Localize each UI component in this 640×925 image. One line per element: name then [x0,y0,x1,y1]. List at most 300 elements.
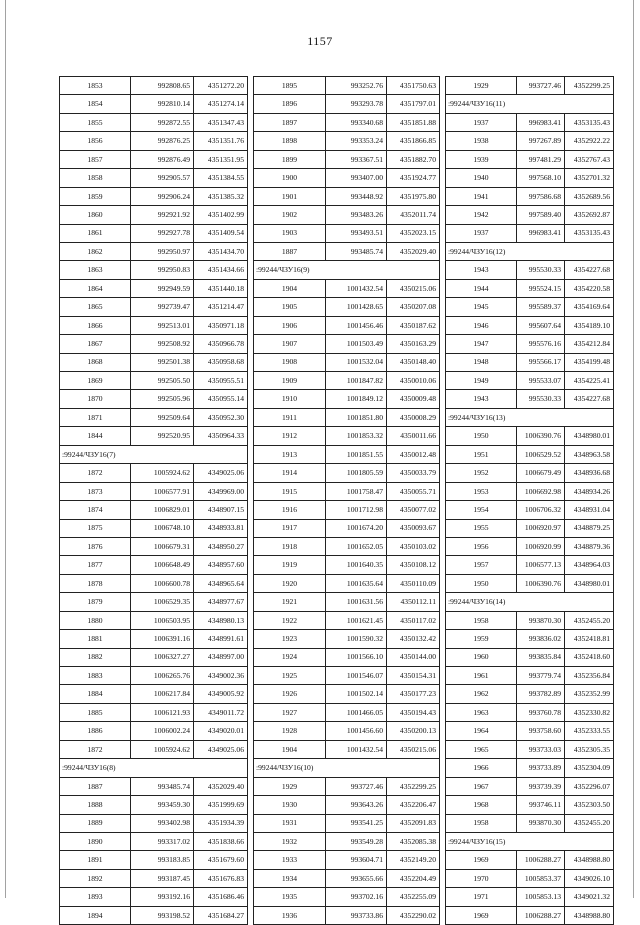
x-coordinate-cell: 1001635.64 [326,574,387,592]
point-number-cell: 1910 [254,390,326,408]
point-number-cell: 1916 [254,501,326,519]
x-coordinate-cell: 1001805.59 [326,464,387,482]
x-coordinate-cell: 993183.85 [131,851,194,869]
point-number-cell: 1844 [60,427,131,445]
x-coordinate-cell: 1006002.24 [131,722,194,740]
point-number-cell: 1915 [254,482,326,500]
table-row [60,703,614,721]
x-coordinate-cell: 995530.33 [517,261,565,279]
point-number-cell: 1938 [446,132,517,150]
x-coordinate-cell: 993541.25 [326,814,387,832]
y-coordinate-cell: 4349021.32 [565,888,614,906]
table-row [60,353,614,371]
y-coordinate-cell: 4352418.60 [565,648,614,666]
y-coordinate-cell: 4351934.39 [194,814,248,832]
x-coordinate-cell: 993459.30 [131,796,194,814]
point-number-cell: 1889 [60,814,131,832]
table-row [60,501,614,519]
table-row [60,814,614,832]
point-number-cell: 1921 [254,593,326,611]
page-number: 1157 [307,34,333,48]
point-number-cell: 1862 [60,242,131,260]
scan-edge-right [633,0,634,898]
y-coordinate-cell: 4354189.10 [565,316,614,334]
y-coordinate-cell: 4352689.56 [565,187,614,205]
y-coordinate-cell: 4352352.99 [565,685,614,703]
table-row [60,685,614,703]
point-number-cell: 1885 [60,703,131,721]
x-coordinate-cell: 993746.11 [517,796,565,814]
point-number-cell: 1951 [446,445,517,463]
y-coordinate-cell: 4354227.68 [565,390,614,408]
y-coordinate-cell: 4348950.27 [194,537,248,555]
table-row [60,630,614,648]
y-coordinate-cell: 4352290.02 [387,906,440,924]
y-coordinate-cell: 4350012.48 [387,445,440,463]
y-coordinate-cell: 4350955.14 [194,390,248,408]
point-number-cell: 1858 [60,169,131,187]
point-number-cell: 1929 [446,77,517,95]
x-coordinate-cell: 993187.45 [131,869,194,887]
table-row [60,298,614,316]
point-number-cell: 1882 [60,648,131,666]
point-number-cell: 1860 [60,206,131,224]
y-coordinate-cell: 4354199.48 [565,353,614,371]
point-number-cell: 1968 [446,796,517,814]
point-number-cell: 1864 [60,279,131,297]
x-coordinate-cell: 992927.78 [131,224,194,242]
y-coordinate-cell: 4350194.43 [387,703,440,721]
point-number-cell: 1857 [60,150,131,168]
y-coordinate-cell: 4351272.20 [194,77,248,95]
table-row [60,261,614,279]
x-coordinate-cell: 1006706.32 [517,501,565,519]
x-coordinate-cell: 1001851.55 [326,445,387,463]
x-coordinate-cell: 1001652.05 [326,537,387,555]
y-coordinate-cell: 4351440.18 [194,279,248,297]
point-number-cell: 1873 [60,482,131,500]
x-coordinate-cell: 993367.51 [326,150,387,168]
point-number-cell: 1878 [60,574,131,592]
y-coordinate-cell: 4351750.63 [387,77,440,95]
x-coordinate-cell: 993727.46 [326,777,387,795]
point-number-cell: 1867 [60,335,131,353]
point-number-cell: 1896 [254,95,326,113]
y-coordinate-cell: 4350971.18 [194,316,248,334]
y-coordinate-cell: 4351434.70 [194,242,248,260]
y-coordinate-cell: 4350112.11 [387,593,440,611]
x-coordinate-cell: 993485.74 [131,777,194,795]
point-number-cell: 1936 [254,906,326,924]
y-coordinate-cell: 4352418.81 [565,630,614,648]
table-row [60,150,614,168]
x-coordinate-cell: 993779.74 [517,667,565,685]
y-coordinate-cell: 4354225.41 [565,372,614,390]
x-coordinate-cell: 993198.52 [131,906,194,924]
y-coordinate-cell: 4350110.09 [387,574,440,592]
x-coordinate-cell: 1006692.98 [517,482,565,500]
point-number-cell: 1902 [254,206,326,224]
point-number-cell: 1969 [446,906,517,924]
y-coordinate-cell: 4351975.80 [387,187,440,205]
y-coordinate-cell: 4351274.14 [194,95,248,113]
x-coordinate-cell: 1001853.32 [326,427,387,445]
point-number-cell: 1853 [60,77,131,95]
x-coordinate-cell: 1001590.32 [326,630,387,648]
x-coordinate-cell: 992739.47 [131,298,194,316]
x-coordinate-cell: 993782.89 [517,685,565,703]
y-coordinate-cell: 4350010.06 [387,372,440,390]
point-number-cell: 1954 [446,501,517,519]
table-row [60,132,614,150]
y-coordinate-cell: 4352356.84 [565,667,614,685]
y-coordinate-cell: 4350108.12 [387,556,440,574]
y-coordinate-cell: 4348965.64 [194,574,248,592]
y-coordinate-cell: 4348997.00 [194,648,248,666]
point-number-cell: 1950 [446,427,517,445]
y-coordinate-cell: 4351882.70 [387,150,440,168]
y-coordinate-cell: 4353135.43 [565,224,614,242]
x-coordinate-cell: 992949.59 [131,279,194,297]
x-coordinate-cell: 1006390.76 [517,574,565,592]
y-coordinate-cell: 4350055.71 [387,482,440,500]
y-coordinate-cell: 4349011.72 [194,703,248,721]
point-number-cell: 1904 [254,740,326,758]
x-coordinate-cell: 1006679.49 [517,464,565,482]
point-number-cell: 1905 [254,298,326,316]
x-coordinate-cell: 1006503.95 [131,611,194,629]
parcel-header-cell: :99244/ЧЗУ16(9) [254,261,440,279]
table-row [60,95,614,113]
point-number-cell: 1881 [60,630,131,648]
x-coordinate-cell: 1001428.65 [326,298,387,316]
point-number-cell: 1855 [60,113,131,131]
y-coordinate-cell: 4351385.32 [194,187,248,205]
y-coordinate-cell: 4350093.67 [387,519,440,537]
point-number-cell: 1870 [60,390,131,408]
y-coordinate-cell: 4352305.35 [565,740,614,758]
table-row [60,77,614,95]
y-coordinate-cell: 4349025.06 [194,740,248,758]
point-number-cell: 1887 [60,777,131,795]
y-coordinate-cell: 4352029.40 [194,777,248,795]
point-number-cell: 1955 [446,519,517,537]
y-coordinate-cell: 4350952.30 [194,408,248,426]
x-coordinate-cell: 993733.89 [517,759,565,777]
y-coordinate-cell: 4353135.43 [565,113,614,131]
x-coordinate-cell: 993733.03 [517,740,565,758]
point-number-cell: 1900 [254,169,326,187]
x-coordinate-cell: 993549.28 [326,832,387,850]
x-coordinate-cell: 1001847.82 [326,372,387,390]
point-number-cell: 1903 [254,224,326,242]
x-coordinate-cell: 992876.49 [131,150,194,168]
point-number-cell: 1942 [446,206,517,224]
point-number-cell: 1948 [446,353,517,371]
point-number-cell: 1893 [60,888,131,906]
x-coordinate-cell: 992520.95 [131,427,194,445]
point-number-cell: 1899 [254,150,326,168]
x-coordinate-cell: 993870.30 [517,611,565,629]
x-coordinate-cell: 992808.65 [131,77,194,95]
y-coordinate-cell: 4348977.67 [194,593,248,611]
x-coordinate-cell: 992906.24 [131,187,194,205]
x-coordinate-cell: 1006748.10 [131,519,194,537]
x-coordinate-cell: 995589.37 [517,298,565,316]
x-coordinate-cell: 1001566.10 [326,648,387,666]
x-coordinate-cell: 995607.64 [517,316,565,334]
x-coordinate-cell: 1006577.91 [131,482,194,500]
y-coordinate-cell: 4352333.55 [565,722,614,740]
y-coordinate-cell: 4350144.00 [387,648,440,666]
point-number-cell: 1928 [254,722,326,740]
y-coordinate-cell: 4351434.66 [194,261,248,279]
x-coordinate-cell: 1001851.80 [326,408,387,426]
y-coordinate-cell: 4354212.84 [565,335,614,353]
x-coordinate-cell: 993353.24 [326,132,387,150]
table-row [60,464,614,482]
y-coordinate-cell: 4351676.83 [194,869,248,887]
table-row [60,611,614,629]
point-number-cell: 1877 [60,556,131,574]
point-number-cell: 1856 [60,132,131,150]
point-number-cell: 1929 [254,777,326,795]
x-coordinate-cell: 993739.39 [517,777,565,795]
y-coordinate-cell: 4352299.25 [387,777,440,795]
point-number-cell: 1854 [60,95,131,113]
x-coordinate-cell: 1006600.78 [131,574,194,592]
y-coordinate-cell: 4352206.47 [387,796,440,814]
point-number-cell: 1884 [60,685,131,703]
y-coordinate-cell: 4348964.03 [565,556,614,574]
point-number-cell: 1876 [60,537,131,555]
point-number-cell: 1922 [254,611,326,629]
y-coordinate-cell: 4348980.01 [565,574,614,592]
x-coordinate-cell: 993192.16 [131,888,194,906]
table-row [60,242,614,260]
x-coordinate-cell: 1006265.76 [131,667,194,685]
point-number-cell: 1871 [60,408,131,426]
y-coordinate-cell: 4352455.20 [565,814,614,832]
x-coordinate-cell: 1001432.54 [326,740,387,758]
x-coordinate-cell: 1001466.05 [326,703,387,721]
y-coordinate-cell: 4352091.83 [387,814,440,832]
x-coordinate-cell: 1006288.27 [517,851,565,869]
table-row [60,113,614,131]
x-coordinate-cell: 992513.01 [131,316,194,334]
point-number-cell: 1892 [60,869,131,887]
point-number-cell: 1964 [446,722,517,740]
x-coordinate-cell: 1001503.49 [326,335,387,353]
point-number-cell: 1869 [60,372,131,390]
point-number-cell: 1872 [60,464,131,482]
point-number-cell: 1919 [254,556,326,574]
table-row [60,224,614,242]
y-coordinate-cell: 4348879.36 [565,537,614,555]
y-coordinate-cell: 4352330.82 [565,703,614,721]
point-number-cell: 1937 [446,224,517,242]
y-coordinate-cell: 4350958.68 [194,353,248,371]
y-coordinate-cell: 4350154.31 [387,667,440,685]
point-number-cell: 1897 [254,113,326,131]
y-coordinate-cell: 4351679.60 [194,851,248,869]
y-coordinate-cell: 4348879.25 [565,519,614,537]
table-row [60,445,614,463]
table-row [60,740,614,758]
x-coordinate-cell: 993727.46 [517,77,565,95]
x-coordinate-cell: 993485.74 [326,242,387,260]
point-number-cell: 1958 [446,611,517,629]
x-coordinate-cell: 996983.41 [517,224,565,242]
y-coordinate-cell: 4350177.23 [387,685,440,703]
parcel-header-cell: :99244/ЧЗУ16(8) [60,759,248,777]
y-coordinate-cell: 4350955.51 [194,372,248,390]
y-coordinate-cell: 4348934.26 [565,482,614,500]
point-number-cell: 1907 [254,335,326,353]
table-row [60,372,614,390]
x-coordinate-cell: 997589.40 [517,206,565,224]
y-coordinate-cell: 4350009.48 [387,390,440,408]
y-coordinate-cell: 4348991.61 [194,630,248,648]
y-coordinate-cell: 4351838.66 [194,832,248,850]
y-coordinate-cell: 4349025.06 [194,464,248,482]
x-coordinate-cell: 1001621.45 [326,611,387,629]
y-coordinate-cell: 4351402.99 [194,206,248,224]
x-coordinate-cell: 993835.84 [517,648,565,666]
x-coordinate-cell: 993340.68 [326,113,387,131]
x-coordinate-cell: 1006391.16 [131,630,194,648]
y-coordinate-cell: 4350008.29 [387,408,440,426]
y-coordinate-cell: 4351851.88 [387,113,440,131]
x-coordinate-cell: 1001546.07 [326,667,387,685]
table-row [60,869,614,887]
x-coordinate-cell: 993655.66 [326,869,387,887]
y-coordinate-cell: 4354227.68 [565,261,614,279]
y-coordinate-cell: 4348988.80 [565,906,614,924]
point-number-cell: 1962 [446,685,517,703]
x-coordinate-cell: 1001849.12 [326,390,387,408]
y-coordinate-cell: 4351866.85 [387,132,440,150]
parcel-header-cell: :99244/ЧЗУ16(10) [254,759,440,777]
y-coordinate-cell: 4348936.68 [565,464,614,482]
y-coordinate-cell: 4352011.74 [387,206,440,224]
y-coordinate-cell: 4351214.47 [194,298,248,316]
x-coordinate-cell: 993252.76 [326,77,387,95]
x-coordinate-cell: 992509.64 [131,408,194,426]
point-number-cell: 1931 [254,814,326,832]
parcel-header-cell: :99244/ЧЗУ16(15) [446,832,614,850]
point-number-cell: 1861 [60,224,131,242]
y-coordinate-cell: 4352767.43 [565,150,614,168]
point-number-cell: 1932 [254,832,326,850]
point-number-cell: 1883 [60,667,131,685]
x-coordinate-cell: 1006648.49 [131,556,194,574]
y-coordinate-cell: 4348907.15 [194,501,248,519]
x-coordinate-cell: 1001758.47 [326,482,387,500]
y-coordinate-cell: 4352304.09 [565,759,614,777]
point-number-cell: 1863 [60,261,131,279]
x-coordinate-cell: 997267.89 [517,132,565,150]
point-number-cell: 1967 [446,777,517,795]
x-coordinate-cell: 992905.57 [131,169,194,187]
point-number-cell: 1963 [446,703,517,721]
point-number-cell: 1918 [254,537,326,555]
point-number-cell: 1866 [60,316,131,334]
y-coordinate-cell: 4350964.33 [194,427,248,445]
y-coordinate-cell: 4350163.29 [387,335,440,353]
table-row [60,279,614,297]
parcel-header-cell: :99244/ЧЗУ16(11) [446,95,614,113]
point-number-cell: 1879 [60,593,131,611]
point-number-cell: 1859 [60,187,131,205]
point-number-cell: 1865 [60,298,131,316]
table-row [60,648,614,666]
point-number-cell: 1927 [254,703,326,721]
x-coordinate-cell: 1001456.46 [326,316,387,334]
point-number-cell: 1947 [446,335,517,353]
x-coordinate-cell: 993760.78 [517,703,565,721]
y-coordinate-cell: 4351409.54 [194,224,248,242]
point-number-cell: 1944 [446,279,517,297]
x-coordinate-cell: 1006920.97 [517,519,565,537]
point-number-cell: 1937 [446,113,517,131]
table-row [60,851,614,869]
y-coordinate-cell: 4348980.13 [194,611,248,629]
point-number-cell: 1912 [254,427,326,445]
table-row [60,408,614,426]
y-coordinate-cell: 4354169.64 [565,298,614,316]
point-number-cell: 1943 [446,390,517,408]
x-coordinate-cell: 996983.41 [517,113,565,131]
point-number-cell: 1950 [446,574,517,592]
y-coordinate-cell: 4348933.81 [194,519,248,537]
parcel-header-cell: :99244/ЧЗУ16(13) [446,408,614,426]
point-number-cell: 1904 [254,279,326,297]
point-number-cell: 1940 [446,169,517,187]
point-number-cell: 1949 [446,372,517,390]
y-coordinate-cell: 4350033.79 [387,464,440,482]
y-coordinate-cell: 4352299.25 [565,77,614,95]
table-row [60,187,614,205]
point-number-cell: 1943 [446,261,517,279]
point-number-cell: 1898 [254,132,326,150]
y-coordinate-cell: 4352922.22 [565,132,614,150]
table-row [60,574,614,592]
y-coordinate-cell: 4350207.08 [387,298,440,316]
x-coordinate-cell: 1006327.27 [131,648,194,666]
table-row [60,537,614,555]
coordinates-table-body [60,77,614,925]
point-number-cell: 1872 [60,740,131,758]
point-number-cell: 1924 [254,648,326,666]
y-coordinate-cell: 4354220.58 [565,279,614,297]
x-coordinate-cell: 1006529.52 [517,445,565,463]
y-coordinate-cell: 4351924.77 [387,169,440,187]
point-number-cell: 1958 [446,814,517,832]
point-number-cell: 1913 [254,445,326,463]
x-coordinate-cell: 1001532.04 [326,353,387,371]
point-number-cell: 1941 [446,187,517,205]
point-number-cell: 1920 [254,574,326,592]
x-coordinate-cell: 1001432.54 [326,279,387,297]
table-row [60,777,614,795]
point-number-cell: 1971 [446,888,517,906]
x-coordinate-cell: 1005924.62 [131,740,194,758]
x-coordinate-cell: 993317.02 [131,832,194,850]
x-coordinate-cell: 1006121.93 [131,703,194,721]
point-number-cell: 1925 [254,667,326,685]
y-coordinate-cell: 4351351.95 [194,150,248,168]
